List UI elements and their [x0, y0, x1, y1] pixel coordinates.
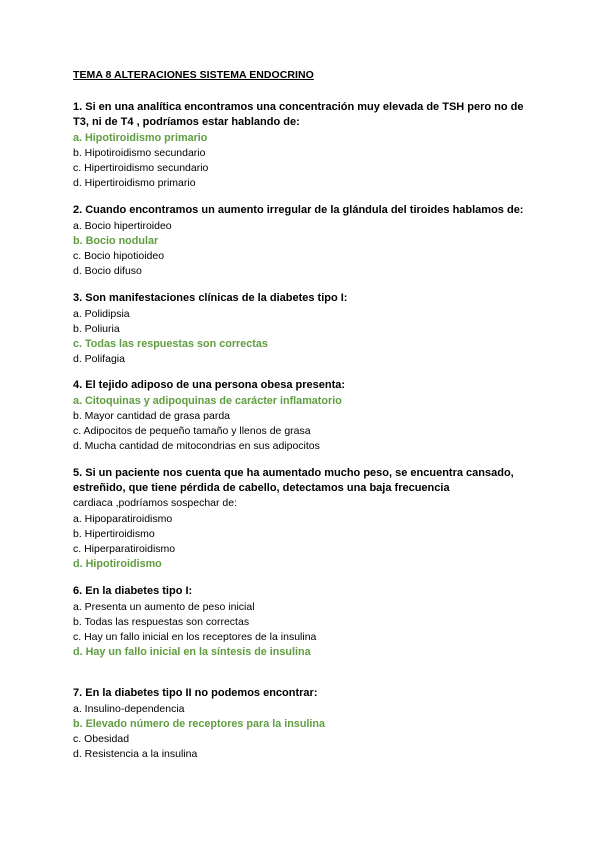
option: b. Poliuria	[73, 323, 120, 335]
page-title: TEMA 8 ALTERACIONES SISTEMA ENDOCRINO	[73, 69, 314, 81]
option: b. Hipotiroidismo secundario	[73, 147, 206, 159]
option: a. Bocio hipertiroideo	[73, 220, 172, 232]
option-correct: d. Hipotiroidismo	[73, 558, 162, 570]
option: a. Insulino-dependencia	[73, 703, 185, 715]
question-5	[73, 466, 533, 572]
question-text-continuation: cardiaca ,podríamos sospechar de:	[73, 497, 238, 509]
option: c. Hay un fallo inicial en los receptores de la insulina	[73, 631, 317, 643]
options-list	[73, 131, 533, 191]
option-correct: d. Hay un fallo inicial en la síntesis de insulina	[73, 646, 311, 658]
question-text: 4. El tejido adiposo de una persona obesa presenta:	[73, 379, 346, 391]
options-list	[73, 219, 533, 279]
option: a. Hipoparatiroidismo	[73, 513, 173, 525]
option-correct: b. Elevado número de receptores para la insulina	[73, 718, 326, 730]
options-list	[73, 307, 533, 367]
options-list	[73, 512, 533, 572]
option: b. Mayor cantidad de grasa parda	[73, 410, 231, 422]
option-correct: c. Todas las respuestas son correctas	[73, 338, 268, 350]
option: d. Polifagia	[73, 353, 125, 365]
option: a. Presenta un aumento de peso inicial	[73, 601, 255, 613]
question-4	[73, 378, 533, 454]
option: d. Hipertiroidismo primario	[73, 177, 196, 189]
question-text: 2. Cuando encontramos un aumento irregular de la glándula del tiroides hablamos de:	[73, 204, 524, 216]
options-list	[73, 702, 533, 762]
question-2	[73, 203, 533, 279]
option: b. Hipertiroidismo	[73, 528, 155, 540]
question-text	[73, 466, 533, 511]
question-3	[73, 291, 533, 367]
question-text: 7. En la diabetes tipo II no podemos encontrar:	[73, 687, 318, 699]
option-correct: a. Hipotiroidismo primario	[73, 132, 208, 144]
option: c. Bocio hipotioideo	[73, 250, 165, 262]
option: d. Bocio difuso	[73, 265, 142, 277]
question-text-bold: 5. Si un paciente nos cuenta que ha aumentado mucho peso, se encuentra cansado, estreñido, que tiene pérdida de cabello, detectamos una baja frecuencia	[73, 467, 514, 494]
question-text: 3. Son manifestaciones clínicas de la diabetes tipo I:	[73, 292, 348, 304]
option: c. Obesidad	[73, 733, 130, 745]
options-list	[73, 394, 533, 454]
question-1	[73, 100, 533, 191]
options-list	[73, 600, 533, 660]
question-text: 1. Si en una analítica encontramos una concentración muy elevada de TSH pero no de T3, ni de T4 , podríamos estar hablando de:	[73, 101, 524, 128]
option: a. Polidipsia	[73, 308, 130, 320]
option-correct: a. Citoquinas y adipoquinas de carácter inflamatorio	[73, 395, 342, 407]
option: d. Resistencia a la insulina	[73, 748, 198, 760]
option: c. Adipocitos de pequeño tamaño y llenos de grasa	[73, 425, 311, 437]
option: b. Todas las respuestas son correctas	[73, 616, 250, 628]
question-text: 6. En la diabetes tipo I:	[73, 585, 193, 597]
option: d. Mucha cantidad de mitocondrias en sus adipocitos	[73, 440, 320, 452]
option: c. Hipertiroidismo secundario	[73, 162, 209, 174]
question-7	[73, 686, 533, 762]
option-correct: b. Bocio nodular	[73, 235, 159, 247]
question-6	[73, 584, 533, 660]
option: c. Hiperparatiroidismo	[73, 543, 176, 555]
